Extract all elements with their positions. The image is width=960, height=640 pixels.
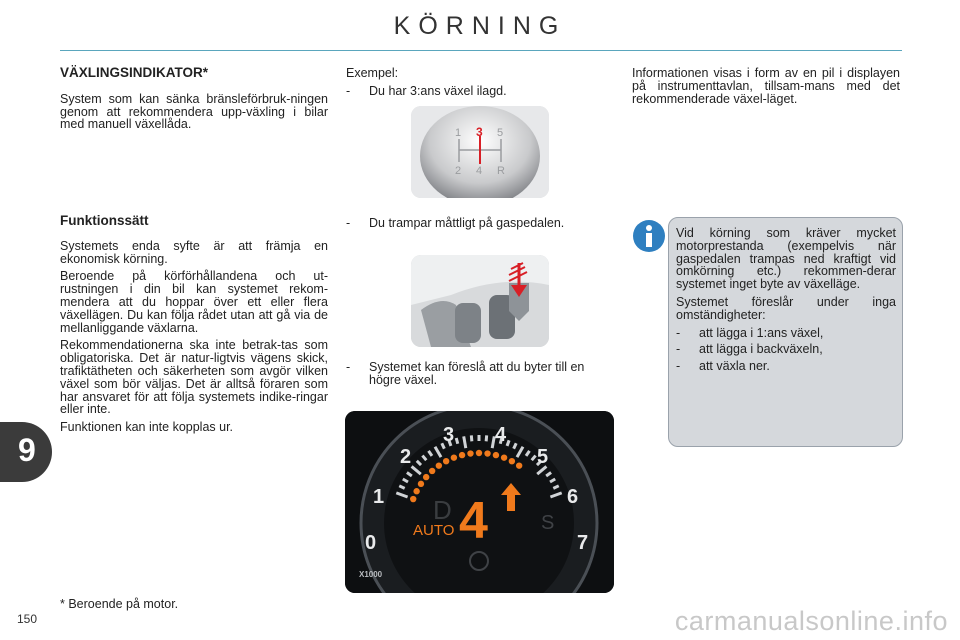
chapter-number: 9 bbox=[18, 432, 36, 468]
rpm-segment bbox=[443, 458, 449, 464]
dial-tick bbox=[456, 438, 458, 444]
rpm-segment bbox=[493, 452, 499, 458]
list-item bbox=[676, 360, 896, 373]
tick-label: 5 bbox=[537, 446, 549, 468]
list-item-2 bbox=[346, 217, 616, 230]
gear-label: 1 bbox=[455, 127, 462, 139]
list-item bbox=[346, 361, 616, 387]
info-box bbox=[668, 217, 903, 447]
dial-tick bbox=[492, 436, 494, 448]
footnote: * Beroende på motor. bbox=[60, 597, 179, 611]
rpm-segment bbox=[451, 454, 457, 460]
list-dash: - bbox=[676, 325, 681, 340]
info-paragraph: Systemet föreslår under inga omständigheter: bbox=[676, 294, 896, 322]
paragraph: Beroende på körförhållandena och ut-rustningen i din bil kan systemet rekom-mendera att du hoppar över ett eller flera växellägen. Du kan följa rådet utan att gå via de mellanliggande växlarna. bbox=[60, 269, 328, 335]
tick-label: 1 bbox=[373, 486, 385, 508]
rpm-segment bbox=[410, 496, 416, 502]
mode-label: AUTO bbox=[413, 522, 455, 539]
page-number: 150 bbox=[17, 612, 38, 626]
dial-tick bbox=[464, 436, 466, 448]
list-dash: - bbox=[346, 83, 351, 98]
rpm-segment bbox=[413, 488, 419, 494]
list-text: att lägga i backväxeln, bbox=[699, 342, 823, 357]
rpm-segment bbox=[418, 481, 424, 487]
function-section bbox=[60, 215, 328, 439]
gear-label: 5 bbox=[497, 127, 504, 139]
list-dash: - bbox=[676, 359, 681, 374]
dial-tick bbox=[471, 435, 472, 441]
left-column bbox=[60, 67, 328, 136]
list-item bbox=[676, 327, 896, 340]
gear-knob-image bbox=[411, 106, 549, 198]
list-dash: - bbox=[346, 216, 351, 230]
dial-tick bbox=[486, 435, 487, 441]
rpm-segment bbox=[501, 454, 507, 460]
gear-label: 2 bbox=[455, 165, 462, 177]
suffix-letter: S bbox=[541, 512, 555, 534]
section-heading: VÄXLINGSINDIKATOR* bbox=[60, 65, 209, 80]
header-divider bbox=[60, 50, 902, 51]
sub-heading: Funktionssätt bbox=[60, 213, 149, 228]
info-icon bbox=[632, 219, 666, 258]
rpm-segment bbox=[484, 450, 490, 456]
tick-label: 7 bbox=[577, 532, 589, 554]
current-gear: 4 bbox=[459, 492, 488, 550]
tachometer-icon bbox=[345, 411, 614, 593]
example-block bbox=[346, 67, 616, 98]
gear-label-selected: 3 bbox=[476, 125, 483, 139]
list-text: att lägga i 1:ans växel, bbox=[699, 325, 824, 340]
list-item bbox=[346, 85, 616, 98]
right-intro bbox=[632, 67, 900, 110]
rpm-segment bbox=[467, 450, 473, 456]
info-text: Informationen visas i form av en pil i displayen på instrumenttavlan, tillsam-mans med det rekommenderade växel-läget. bbox=[632, 66, 900, 106]
tick-label: 2 bbox=[400, 446, 412, 468]
list-item bbox=[676, 343, 896, 356]
list-text: Systemet kan föreslå att du byter till en högre växel. bbox=[369, 360, 585, 387]
list-dash: - bbox=[346, 360, 351, 374]
info-paragraph: Vid körning som kräver mycket motorprestanda (exempelvis när gaspedalen trampas ned kraftigt vid omkörning etc.) rekommen-derar systemet inget byte av växelläge. bbox=[676, 226, 896, 292]
gear-label: 4 bbox=[476, 165, 483, 177]
rpm-segment bbox=[509, 458, 515, 464]
list-item bbox=[346, 217, 616, 230]
scale-label: X1000 bbox=[359, 570, 383, 579]
rpm-segment bbox=[459, 452, 465, 458]
example-label: Exempel: bbox=[346, 66, 399, 80]
info-box-content bbox=[676, 227, 896, 373]
list-item-3 bbox=[346, 361, 616, 387]
list-dash: - bbox=[676, 342, 681, 357]
list-text: Du har 3:ans växel ilagd. bbox=[369, 83, 507, 98]
rpm-segment bbox=[423, 474, 429, 480]
dashboard-image bbox=[345, 411, 614, 593]
list-text: Du trampar måttligt på gaspedalen. bbox=[369, 216, 565, 230]
rpm-segment bbox=[436, 462, 442, 468]
list-text: att växla ner. bbox=[699, 359, 770, 374]
intro-text: System som kan sänka bränsleförbruk-ningen genom att rekommendera upp-växling i bilar med manuell växellåda. bbox=[60, 91, 328, 132]
prev-letter: D bbox=[433, 495, 452, 525]
gear-knob-icon bbox=[411, 106, 549, 198]
rpm-segment bbox=[429, 468, 435, 474]
pedals-image bbox=[411, 255, 549, 347]
watermark: carmanualsonline.info bbox=[674, 606, 948, 636]
paragraph: Systemets enda syfte är att främja en ekonomisk körning. bbox=[60, 238, 328, 266]
tick-label: 3 bbox=[443, 424, 455, 446]
gear-label: R bbox=[497, 165, 505, 177]
dial-tick bbox=[507, 440, 509, 446]
pedals-icon bbox=[411, 255, 549, 347]
tick-label: 6 bbox=[567, 486, 579, 508]
paragraph: Funktionen kan inte kopplas ur. bbox=[60, 420, 234, 435]
tick-label: 0 bbox=[365, 532, 377, 554]
paragraph: Rekommendationerna ska inte betrak-tas som obligatoriska. Det är natur-ligtvis vägens skick, trafiktätheten och säkerheten som avgör vilken växel som bör väljas. Det är alltså föraren som har ansvaret för att följa systemets indike-ringar eller inte. bbox=[60, 338, 328, 417]
tick-label: 4 bbox=[495, 424, 507, 446]
rpm-segment bbox=[476, 450, 482, 456]
rpm-segment bbox=[516, 462, 522, 468]
page-title: KÖRNING bbox=[393, 12, 567, 40]
